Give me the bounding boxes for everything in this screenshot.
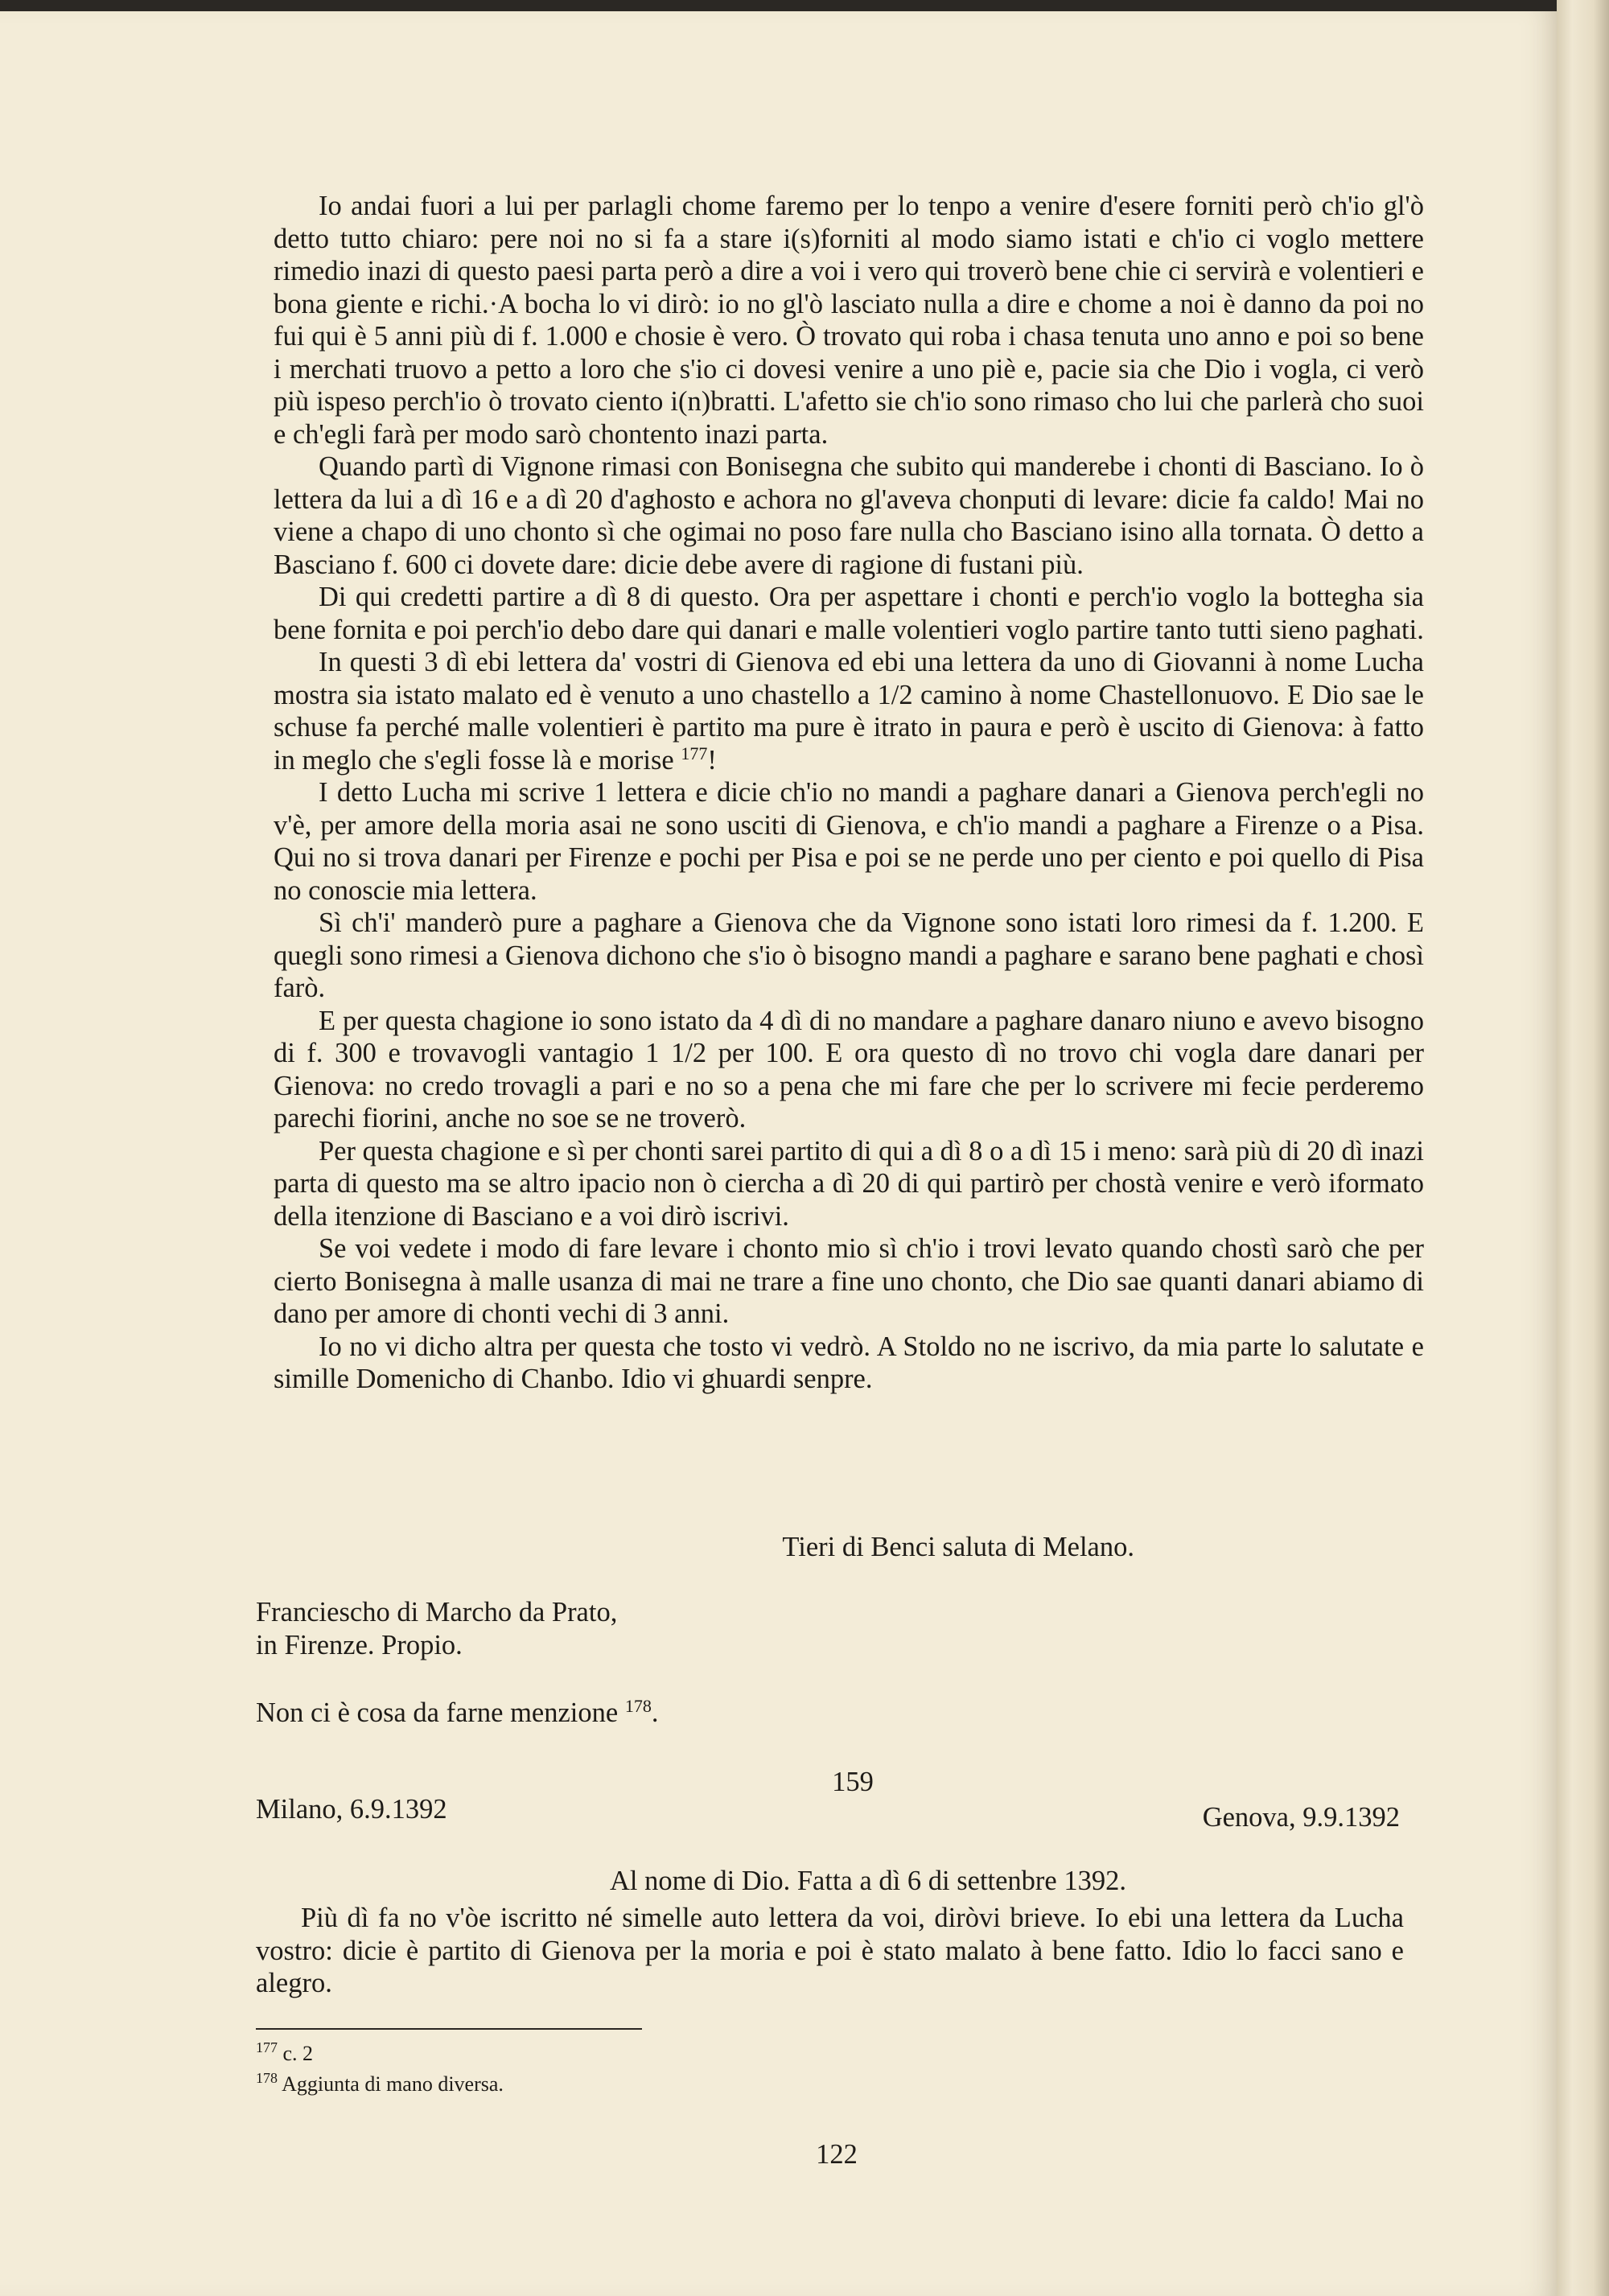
footnote-ref-178: 178: [624, 1696, 652, 1716]
footnote-text: Aggiunta di mano diversa.: [282, 2072, 504, 2096]
paragraph-text: In questi 3 dì ebi lettera da' vostri di Gienova ed ebi una lettera da uno di Giovanni à nome Lucha mostra sia istato malato ed è venuto a uno chastello a 1/2 camino à nome Chastellonuovo. E Dio sae le schuse fa perché malle volentieri è partito ma pure è itrato in paura e però è uscito di Gienova: à fatto in meglo che s'egli fosse là e morise: [274, 647, 1424, 776]
destination-place-date: Genova, 9.9.1392: [1202, 1802, 1400, 1833]
paragraph: Io no vi dicho altra per questa che tosto vi vedrò. A Stoldo no ne iscrivo, da mia parte lo salutate e simille Domenicho di Chanbo. Idio vi ghuardi senpre.: [274, 1331, 1424, 1394]
page-number: 122: [816, 2139, 858, 2170]
book-page: [0, 11, 1557, 2296]
footnote-ref-177: 177: [681, 743, 708, 763]
note-text: Non ci è cosa da farne menzione: [256, 1697, 619, 1728]
footnote-number: 178: [256, 2070, 278, 2086]
paragraph-end-mark: !: [707, 744, 717, 776]
footnotes: [256, 2039, 504, 2100]
footnote-177: [256, 2039, 504, 2069]
paragraph: Io andai fuori a lui per parlagli chome faremo per lo tenpo a venire d'esere forniti però ch'io gl'ò detto tutto chiaro: pere noi no si fa a stare i(s)forniti al modo siamo istati e ch'io ci voglo mettere rimedio inazi di questo paesi parta però a dire a voi i vero qui troverò bene chie ci servirà e volentieri e bona giente e richi.·A bocha lo vi dirò: io no gl'ò lasciato nulla a dire e chome a noi è danno da poi no fui qui è 5 anni più di f. 1.000 e chosie è vero. Ò trovato qui roba i chasa tenuta uno anno e poi so bene i merchati truovo a petto a loro che s'io ci dovesi venire a uno piè e, pacie sia che Dio i vogla, ci verò più ispeso perch'io ò trovato ciento i(n)bratti. L'afetto sie ch'io sono rimaso cho lui che parlerà cho suoi e ch'egli farà per modo sarò chontento inazi parta.: [274, 191, 1424, 450]
paragraph: I detto Lucha mi scrive 1 lettera e dicie ch'io no mandi a paghare danari a Gienova perch'egli no v'è, per amore della moria asai ne sono usciti di Gienova, e ch'io mandi a paghare a Firenze o a Pisa. Qui no si trova danari per Firenze e pochi per Pisa e poi se ne perde uno per ciento e poi quello di Pisa no conoscie mia lettera.: [274, 777, 1424, 906]
note-tail: .: [651, 1697, 659, 1728]
paragraph: Quando partì di Vignone rimasi con Bonisegna che subito qui manderebe i chonti di Basciano. Io ò lettera da lui a dì 16 e a dì 20 d'aghosto e achora no gl'aveva chonputi di levare: dicie fa caldo! Mai no viene a chapo di uno chonto sì che ogimai no poso fare nulla cho Basciano isino alla tornata. Ò detto a Basciano f. 600 ci dovete dare: dicie debe avere di ragione di fustani più.: [274, 451, 1424, 580]
signature-line: Tieri di Benci saluta di Melano.: [782, 1532, 1134, 1562]
footnote-178: [256, 2069, 504, 2100]
paragraph: Di qui credetti partire a dì 8 di questo. Ora per aspettare i chonti e perch'io voglo la bottegha sia bene fornita e poi perch'io debo dare qui danari e malle volentieri voglo partire tanto tutti sieno paghati.: [274, 582, 1424, 645]
body-text: [274, 190, 1424, 1396]
address-line-1: Franciescho di Marcho da Prato,: [256, 1597, 618, 1627]
footnote-number: 177: [256, 2039, 278, 2055]
paragraph-with-footnote: [274, 646, 1424, 776]
book-gutter: [1557, 0, 1609, 2296]
origin-place-date: Milano, 6.9.1392: [256, 1794, 447, 1825]
letter-number: 159: [832, 1767, 874, 1797]
footnote-divider: [256, 2028, 642, 2030]
address-line-2: in Firenze. Propio.: [256, 1629, 463, 1660]
paragraph: Sì ch'i' manderò pure a paghare a Gienova che da Vignone sono istati loro rimesi da f. 1.200. E quegli sono rimesi a Gienova dichono che s'io ò bisogno mandi a paghare e sarano bene paghati e chosì farò.: [274, 907, 1424, 1003]
paragraph: Per questa chagione e sì per chonti sarei partito di qui a dì 8 o a dì 15 i meno: sarà più di 20 dì inazi parta di questo ma se altro ipacio non ò ciercha a dì 20 di qui partirò per chostà venire e verò iformato della itenzione di Basciano e a voi dirò iscrivi.: [274, 1135, 1424, 1232]
letter-body: [256, 1902, 1404, 2000]
letter-opening: Al nome di Dio. Fatta a dì 6 di settenbre 1392.: [610, 1866, 1126, 1896]
note-line: [256, 1697, 658, 1729]
paragraph: Più dì fa no v'òe iscritto né simelle auto lettera da voi, diròvi brieve. Io ebi una lettera da Lucha vostro: dicie è partito di Gienova per la moria e poi è stato malato à bene fatto. Idio lo facci sano e alegro.: [256, 1903, 1404, 1998]
address-block: [256, 1596, 617, 1661]
paragraph: Se voi vedete i modo di fare levare i chonto mio sì ch'io i trovi levato quando chostì sarò che per cierto Bonisegna à malle usanza di mai ne trare a fine uno chonto, che Dio sae quanti danari abiamo di dano per amore di chonti vechi di 3 anni.: [274, 1233, 1424, 1329]
footnote-text: c. 2: [282, 2042, 314, 2065]
paragraph: E per questa chagione io sono istato da 4 dì di no mandare a paghare danaro niuno e avevo bisogno di f. 300 e trovavogli vantagio 1 1/2 per 100. E ora questo dì no trovo chi vogla dare danari per Gienova: no credo trovagli a pari e no so a pena che mi fare che per lo scrivere mi fecie perderemo parechi fiorini, anche no soe se ne troverò.: [274, 1005, 1424, 1134]
